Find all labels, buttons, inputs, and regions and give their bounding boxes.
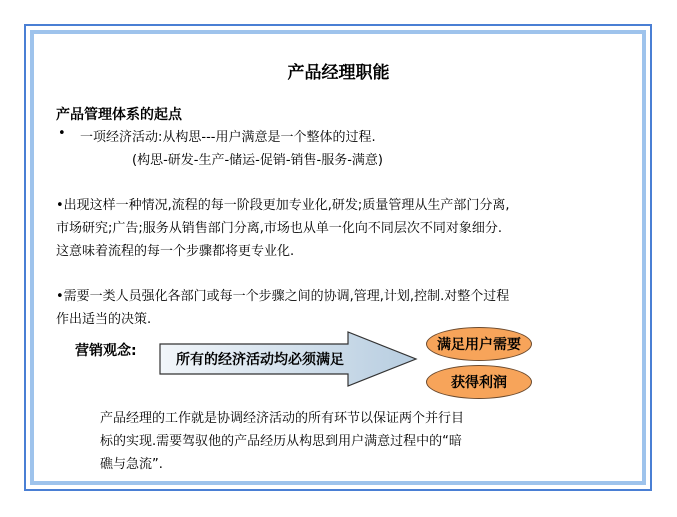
- conclusion-line1: 产品经理的工作就是协调经济活动的所有环节以保证两个并行目: [100, 411, 465, 426]
- conclusion-line2: 标的实现.需要驾驭他的产品经历从构思到用户满意过程中的“暗: [100, 434, 462, 449]
- bullet2-line3: 这意味着流程的每一个步骤都将更专业化.: [56, 244, 295, 259]
- ellipse-user-needs: 满足用户需要: [426, 327, 532, 361]
- bullet-marker: •: [58, 126, 66, 141]
- ellipse-profit: 获得利润: [426, 365, 532, 399]
- bullet2-line2: 市场研究;广告;服务从销售部门分离,市场也从单一化向不同层次不同对象细分.: [56, 221, 503, 236]
- marketing-label: 营销观念:: [75, 343, 137, 359]
- page-title: 产品经理职能: [287, 63, 390, 83]
- bullet1-line2: (构思-研发-生产-储运-促销-销售-服务-满意): [132, 153, 383, 168]
- section-title: 产品管理体系的起点: [56, 107, 182, 123]
- bullet3-line2: 作出适当的决策.: [56, 312, 152, 327]
- arrow-text: 所有的经济活动均必须满足: [176, 352, 344, 368]
- conclusion-line3: 礁与急流”.: [100, 457, 163, 472]
- bullet2-line1: •出现这样一种情况,流程的每一阶段更加专业化,研发;质量管理从生产部门分离,: [56, 198, 510, 213]
- bullet1-line1: 一项经济活动:从构思---用户满意是一个整体的过程.: [80, 130, 376, 145]
- bullet3-line1: •需要一类人员强化各部门或每一个步骤之间的协调,管理,计划,控制.对整个过程: [56, 289, 510, 304]
